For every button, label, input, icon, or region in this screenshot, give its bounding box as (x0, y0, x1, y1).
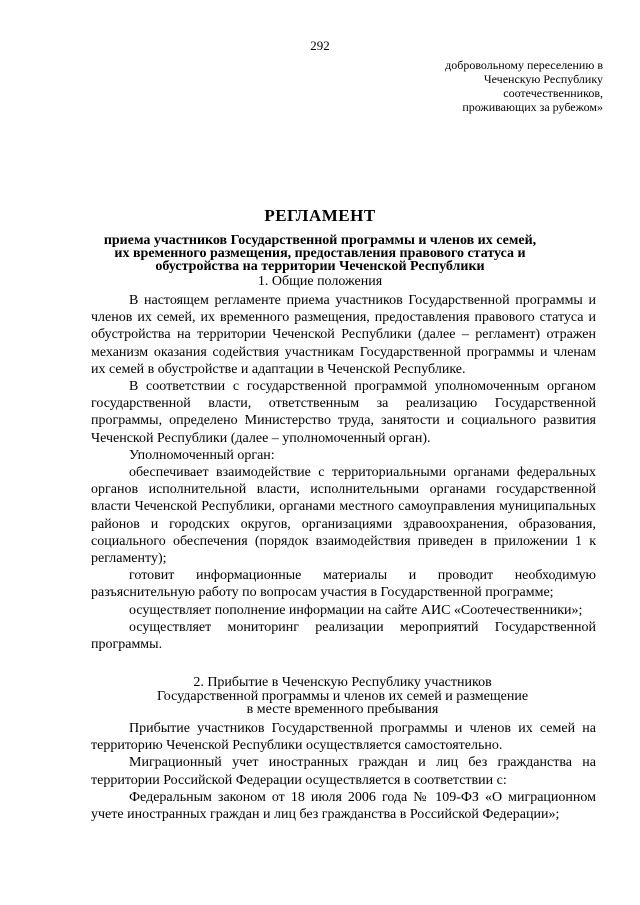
paragraph: готовит информационные материалы и проводит необходимую разъяснительную работу по вопросам участия в Государственной программе; (91, 568, 596, 601)
paragraph: Прибытие участников Государственной программы и членов их семей на территорию Чеченской Республики осуществляется самостоятельно. (91, 721, 596, 754)
paragraph: В настоящем регламенте приема участников Государственной программы и членов их семей, их временного размещения, предоставления правового статуса и обустройства на территории Чеченской Республики (далее – регламент) отражен механизм оказания содействия участникам Государственной программы и членам их семей в обустройстве и адаптации в Чеченской Республике. (91, 293, 596, 377)
header-note-line: проживающих за рубежом» (462, 100, 603, 114)
page-number: 292 (310, 38, 330, 53)
header-note (343, 58, 603, 114)
section-2-heading-line: Государственной программы и членов их семей и размещение (156, 688, 529, 704)
section-2-body (91, 720, 596, 823)
paragraph: В соответствии с государственной программой уполномоченным органом государственной власти, ответственным за реализацию Государственной программы, определено Министерство труда, занятости и социального развития Чеченской Республики (далее – уполномоченный орган). (91, 379, 596, 446)
paragraph: осуществляет пополнение информации на сайте АИС «Соотечественники»; (129, 602, 583, 618)
subtitle-line: их временного размещения, предоставления правового статуса и (114, 246, 526, 261)
document-title: РЕГЛАМЕНТ (264, 206, 376, 225)
header-note-line: соотечественников, (503, 86, 603, 100)
document-subtitle (70, 234, 570, 273)
header-note-line: Чеченскую Республику (483, 72, 603, 86)
section-2-heading-line: в месте временного пребывания (246, 702, 439, 717)
section-2-heading (100, 676, 585, 717)
section-1-body (91, 292, 596, 653)
paragraph: обеспечивает взаимодействие с территориальными органами федеральных органов исполнительной власти, исполнительными органами государственной власти Чеченской Республики, органами местного самоуправления муниципальных районов и городских округов, организациями здравоохранения, образования, социального обеспечения (порядок взаимодействия приведен в приложении 1 к регламенту); (91, 465, 596, 567)
paragraph: Уполномоченный орган: (129, 447, 275, 463)
paragraph: осуществляет мониторинг реализации мероприятий Государственной программы. (91, 619, 596, 653)
section-2-heading-line: 2. Прибытие в Чеченскую Республику участников (193, 675, 492, 690)
subtitle-line: обустройства на территории Чеченской Республики (155, 259, 485, 274)
subtitle-line: приема участников Государственной программы и членов их семей, (103, 233, 537, 248)
paragraph: Миграционный учет иностранных граждан и лиц без гражданства на территории Российской Федерации осуществляется в соответствии с: (91, 755, 596, 788)
paragraph: Федеральным законом от 18 июля 2006 года № 109-ФЗ «О миграционном учете иностранных граждан и лиц без гражданства в Российской Федерации»; (91, 789, 596, 823)
section-1-heading: 1. Общие положения (257, 274, 383, 289)
header-note-line: добровольному переселению в (445, 58, 603, 72)
